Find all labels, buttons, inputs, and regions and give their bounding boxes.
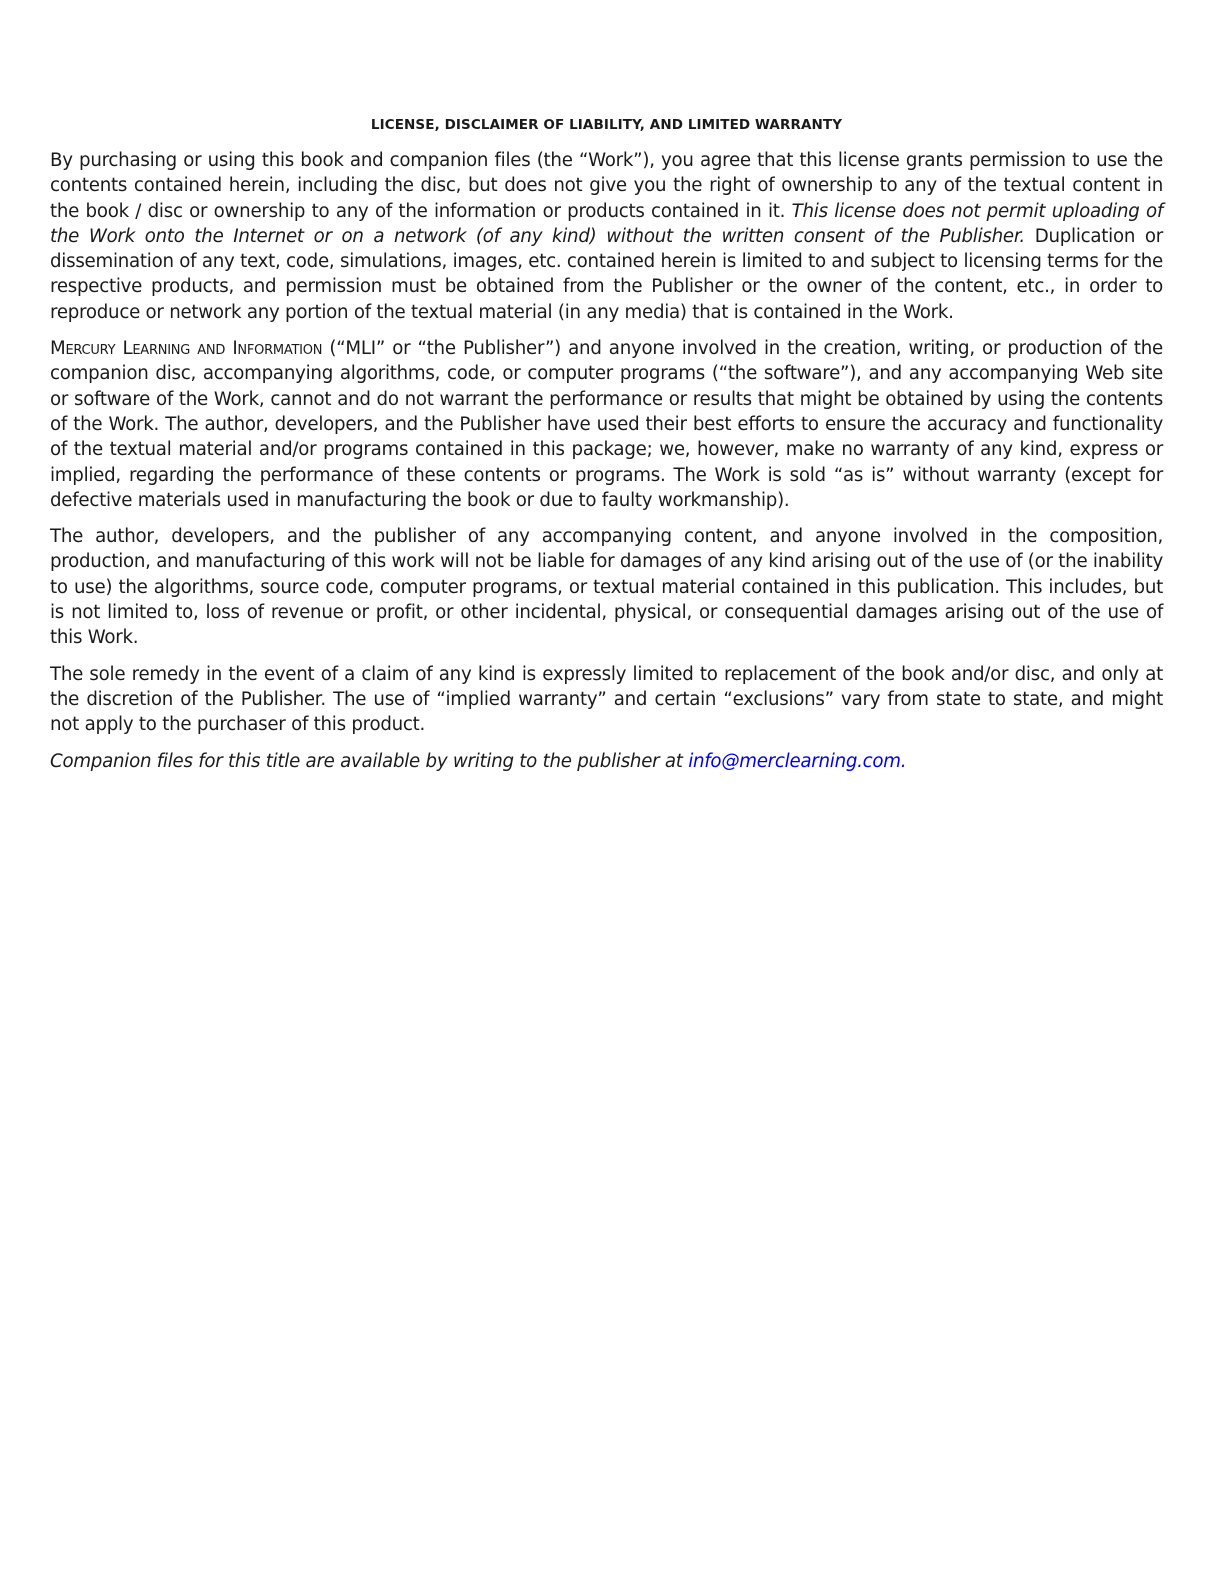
companion-files-note <box>50 749 1163 774</box>
companion-text: Companion files for this title are available by writing to the publisher at <box>50 750 689 772</box>
license-paragraph <box>50 148 1163 325</box>
email-link[interactable]: info@merclearning.com. <box>688 750 907 772</box>
remedy-paragraph: The sole remedy in the event of a claim of any kind is expressly limited to replacement of the book and/or disc, and only at the discretion of the Publisher. The use of “implied warranty” and certain “exclusions” vary from state to state, and might not apply to the purchaser of this product. <box>50 663 1163 736</box>
license-text-end: Duplication or dissemination of any text, code, simulations, images, etc. contained herein is limited to and subject to licensing terms for the respective products, and permission must be obtained from the Publisher or the owner of the content, etc., in order to reproduce or network any portion of the textual material (in any media) that is contained in the Work. <box>50 225 1163 323</box>
license-page <box>50 114 1163 774</box>
page-title: LICENSE, DISCLAIMER OF LIABILITY, AND LIMITED WARRANTY <box>370 117 843 133</box>
license-text-start: By purchasing or using this book and companion files (the “Work”), you agree that this license grants permission to use the contents contained herein, including the disc, but does not give you the right of ownership to any of the textual content in the book / disc or ownership to any of the information or products contained in it. <box>50 150 1163 222</box>
disclaimer-text: (“MLI” or “the Publisher”) and anyone involved in the creation, writing, or production of the companion disc, accompanying algorithms, code, or computer programs (“the software”), and any accompanying Web site or software of the Work, cannot and do not warrant the performance or results that might be obtained by using the contents of the Work. The author, developers, and the Publisher have used their best efforts to ensure the accuracy and functionality of the textual material and/or programs contained in this package; we, however, make no warranty of any kind, express or implied, regarding the performance of these contents or programs. The Work is sold “as is” without warranty (except for defective materials used in manufacturing the book or due to faulty workmanship). <box>50 338 1163 511</box>
disclaimer-paragraph <box>50 336 1163 513</box>
publisher-name: Mercury Learning and Information <box>50 338 323 360</box>
liability-paragraph: The author, developers, and the publisher of any accompanying content, and anyone involved in the composition, production, and manufacturing of this work will not be liable for damages of any kind arising out of the use of (or the inability to use) the algorithms, source code, computer programs, or textual material contained in this publication. This includes, but is not limited to, loss of revenue or profit, or other incidental, physical, or consequential damages arising out of the use of this Work. <box>50 526 1163 649</box>
license-upload-restriction: This license does not permit uploading of the Work onto the Internet or on a network (of any kind) without the written consent of the Publisher. <box>50 200 1163 247</box>
